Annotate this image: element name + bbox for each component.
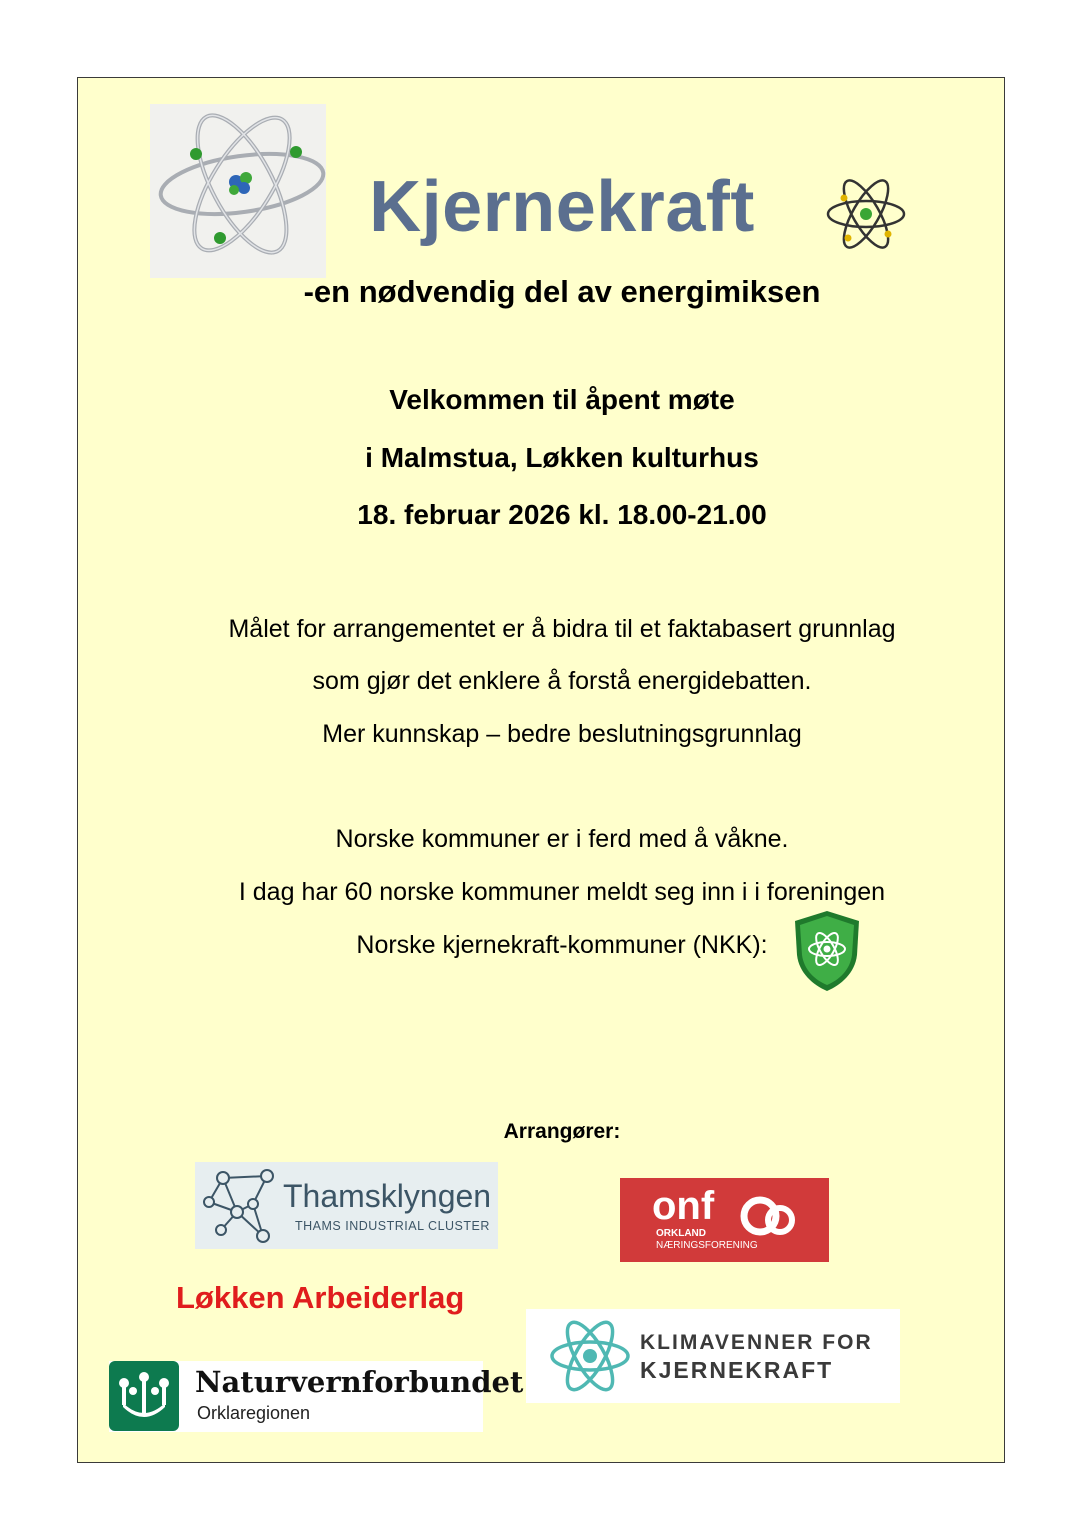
thamsklyngen-name: Thamsklyngen bbox=[283, 1178, 492, 1214]
chain-link-icon bbox=[738, 1190, 802, 1242]
poster bbox=[77, 77, 1005, 1463]
page-title: Kjernekraft bbox=[369, 167, 755, 247]
klimavenner-logo bbox=[526, 1309, 900, 1403]
naturvernforbundet-name: Naturvernforbundet bbox=[195, 1365, 524, 1399]
nkk-shield-icon bbox=[791, 909, 863, 993]
onf-mark: onf bbox=[652, 1184, 715, 1228]
invitation-line-1: Velkommen til åpent møte bbox=[389, 384, 735, 415]
thamsklyngen-logo bbox=[195, 1162, 498, 1249]
organizers-label: Arrangører: bbox=[503, 1120, 621, 1143]
subtitle: -en nødvendig del av energimiksen bbox=[303, 274, 821, 309]
invitation-date: 18. februar 2026 kl. 18.00-21.00 bbox=[357, 499, 767, 530]
lokken-arbeiderlag: Løkken Arbeiderlag bbox=[176, 1280, 465, 1315]
purpose-line-3: Mer kunnskap – bedre beslutningsgrunnlag bbox=[322, 720, 802, 748]
leaf-crown-icon bbox=[109, 1361, 179, 1431]
network-icon bbox=[201, 1168, 279, 1244]
klimavenner-line-2: KJERNEKRAFT bbox=[640, 1357, 834, 1383]
invitation-line-2: i Malmstua, Løkken kulturhus bbox=[365, 442, 759, 473]
naturvernforbundet-logo bbox=[109, 1361, 524, 1432]
onf-line-2: NÆRINGSFORENING bbox=[656, 1240, 758, 1251]
municipalities-line-2: I dag har 60 norske kommuner meldt seg inn i i foreningen bbox=[238, 878, 886, 906]
naturvernforbundet-region: Orklaregionen bbox=[197, 1403, 311, 1423]
atom-icon bbox=[548, 1315, 632, 1397]
purpose-line-2: som gjør det enklere å forstå energidebatten. bbox=[312, 667, 812, 695]
municipalities-line-3: Norske kjernekraft-kommuner (NKK): bbox=[356, 931, 768, 959]
thamsklyngen-tagline: THAMS INDUSTRIAL CLUSTER bbox=[295, 1219, 490, 1233]
naturvern-badge bbox=[109, 1361, 179, 1431]
purpose-line-1: Målet for arrangementet er å bidra til et faktabasert grunnlag bbox=[228, 615, 896, 643]
klimavenner-line-1: KLIMAVENNER FOR bbox=[640, 1331, 873, 1354]
atom-small-icon bbox=[824, 172, 908, 256]
onf-logo bbox=[620, 1178, 829, 1262]
onf-line-1: ORKLAND bbox=[656, 1228, 706, 1239]
municipalities-line-1: Norske kommuner er i ferd med å våkne. bbox=[335, 825, 789, 853]
